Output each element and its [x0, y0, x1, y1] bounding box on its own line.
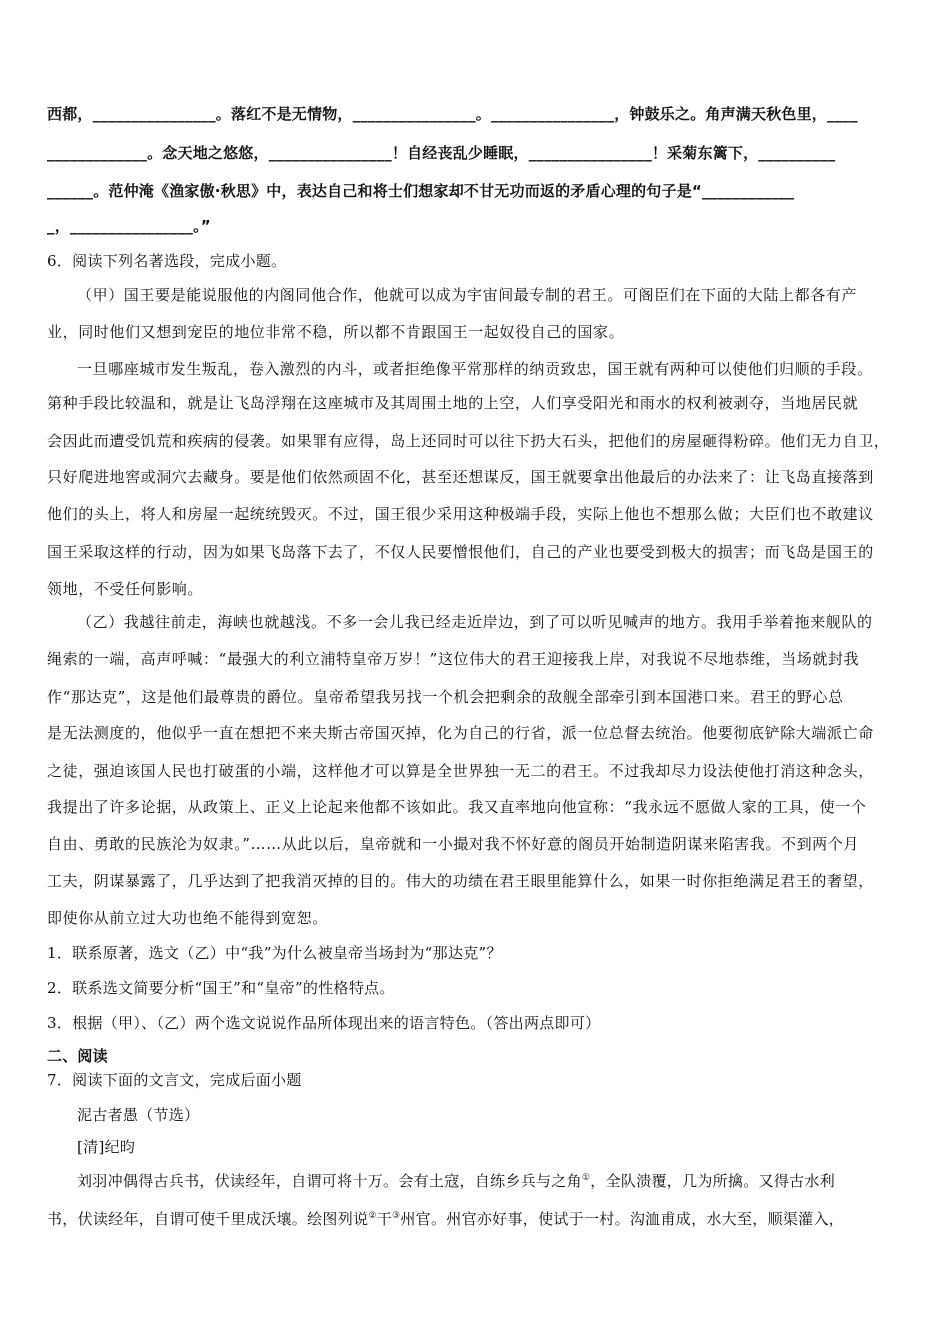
- passage-jia-line: 他们的头上，将人和房屋一起统统毁灭。不过，国王很少采用这种极端手段，实际上他也不想那么做；大臣们也不敢建议: [47, 505, 874, 523]
- passage-jia-line: 一旦哪座城市发生叛乱，卷入激烈的内斗，或者拒绝像平常那样的纳贡致忠，国王就有两种可以使他们归顺的手段。: [77, 360, 873, 378]
- passage-yi-line: 即使你从前立过大功也绝不能得到宽恕。: [47, 909, 328, 927]
- passage-jia-line: 会因此而遭受饥荒和疾病的侵袭。如果罪有应得，岛上还同时可以往下扔大石头，把他们的房屋砸得粉碎。他们无力自卫，: [47, 432, 890, 450]
- question-6-stem: 6．阅读下列名著选段，完成小题。: [47, 252, 287, 270]
- passage-yi-line: 是无法测度的，他似乎一直在想把不来夫斯古帝国灭掉，化为自己的行省，派一位总督去统治。他要彻底铲除大端派亡命: [47, 724, 874, 742]
- passage-jia-line: （甲）国王要是能说服他的内阁同他合作，他就可以成为宇宙间最专制的君王。可阁臣们在下面的大陆上都各有产: [77, 286, 858, 304]
- fill-blank-line-1: 西都，________________。落红不是无情物，________________。________________，钟鼓乐之。角声满天秋色里，____: [47, 105, 858, 123]
- question-7-stem: 7．阅读下面的文言文，完成后面小题: [47, 1071, 302, 1089]
- sub-question-1: 1．联系原著，选文（乙）中“我”为什么被皇帝当场封为“那达克”？: [47, 944, 502, 962]
- passage-jia-line: 领地，不受任何影响。: [47, 580, 204, 598]
- fill-blank-line-3: ______。范仲淹《渔家傲·秋思》中，表达自己和将士们想家却不甘无功而返的矛盾心理的句子是“____________: [47, 182, 795, 200]
- classical-text-segment: 刘羽冲偶得古兵书，伏读经年，自谓可将十万。会有土寇，自练乡兵与之角: [77, 1172, 582, 1190]
- footnote-mark: ②: [368, 1211, 377, 1221]
- passage-jia-line: 只好爬进地窖或洞穴去藏身。要是他们依然顽固不化，甚至还想谋反，国王就要拿出他最后的办法来了：让飞岛直接落到: [47, 468, 874, 486]
- fill-blank-line-2: _____________。念天地之悠悠，________________！自经丧乱少睡眠，________________！采菊东篱下，__________: [47, 144, 836, 162]
- classical-text-title: 泥古者愚（节选）: [77, 1106, 200, 1124]
- passage-jia-line: 业，同时他们又想到宠臣的地位非常不稳，所以都不肯跟国王一起奴役自己的国家。: [47, 323, 625, 341]
- passage-yi-line: 之徒，强迫该国人民也打破蛋的小端，这样他才可以算是全世界独一无二的君王。不过我却尽力设法使他打消这种念头，: [47, 762, 874, 780]
- passage-yi-line: 工夫，阴谋暴露了，几乎达到了把我消灭掉的目的。伟大的功绩在君王眼里能算什么，如果一时你拒绝满足君王的奢望，: [47, 872, 874, 890]
- classical-text-segment: 书，伏读经年，自谓可使千里成沃壤。绘图列说: [47, 1210, 369, 1228]
- classical-text-line: [47, 1208, 907, 1229]
- sub-question-3: 3．根据（甲）、（乙）两个选文说说作品所体现出来的语言特色。（答出两点即可）: [47, 1014, 601, 1032]
- classical-text-line: [47, 1170, 937, 1191]
- classical-text-segment: ，全队溃覆，几为所擒。又得古水利: [590, 1172, 836, 1190]
- footnote-mark: ①: [581, 1173, 591, 1183]
- passage-yi-line: 我提出了许多论据，从政策上、正义上论起来他都不该如此。我又直率地向他宣称：“我永远不愿做人家的工具，使一个: [47, 798, 867, 816]
- passage-yi-line: （乙）我越往前走，海峡也就越浅。不多一会儿我已经走近岸边，到了可以听见喊声的地方。我用手举着拖来舰队的: [77, 613, 873, 631]
- passage-yi-line: 绳索的一端，高声呼喊：“最强大的利立浦特皇帝万岁！”这位伟大的君王迎接我上岸，对我说不尽地恭维，当场就封我: [47, 650, 860, 668]
- sub-question-2: 2．联系选文简要分析“国王”和“皇帝”的性格特点。: [47, 979, 395, 997]
- footnote-mark: ③: [392, 1211, 401, 1221]
- classical-text-author: [清]纪昀: [77, 1138, 136, 1156]
- classical-text-segment: 州官。州官亦好事，使试于一村。沟洫甫成，水大至，顺渠灌入，: [400, 1210, 845, 1228]
- passage-yi-line: 自由、勇敢的民族沦为奴隶。”……从此以后，皇帝就和一小撮对我不怀好意的阁员开始制造阴谋来陷害我。不到两个月: [47, 835, 859, 853]
- passage-jia-line: 第种手段比较温和，就是让飞岛浮翔在这座城市及其周围土地的上空，人们享受阳光和雨水的权利被剥夺，当地居民就: [47, 394, 859, 412]
- passage-jia-line: 国王采取这样的行动，因为如果飞岛落下去了，不仅人民要憎恨他们，自己的产业也要受到极大的损害；而飞岛是国王的: [47, 543, 874, 561]
- passage-yi-line: 作“那达克”，这是他们最尊贵的爵位。皇帝希望我另找一个机会把剩余的敌舰全部牵引到本国港口来。君王的野心总: [47, 688, 844, 706]
- fill-blank-line-4: _，________________。”: [47, 217, 211, 235]
- classical-text-segment: 干: [376, 1210, 392, 1228]
- section-heading: 二、阅读: [47, 1047, 108, 1065]
